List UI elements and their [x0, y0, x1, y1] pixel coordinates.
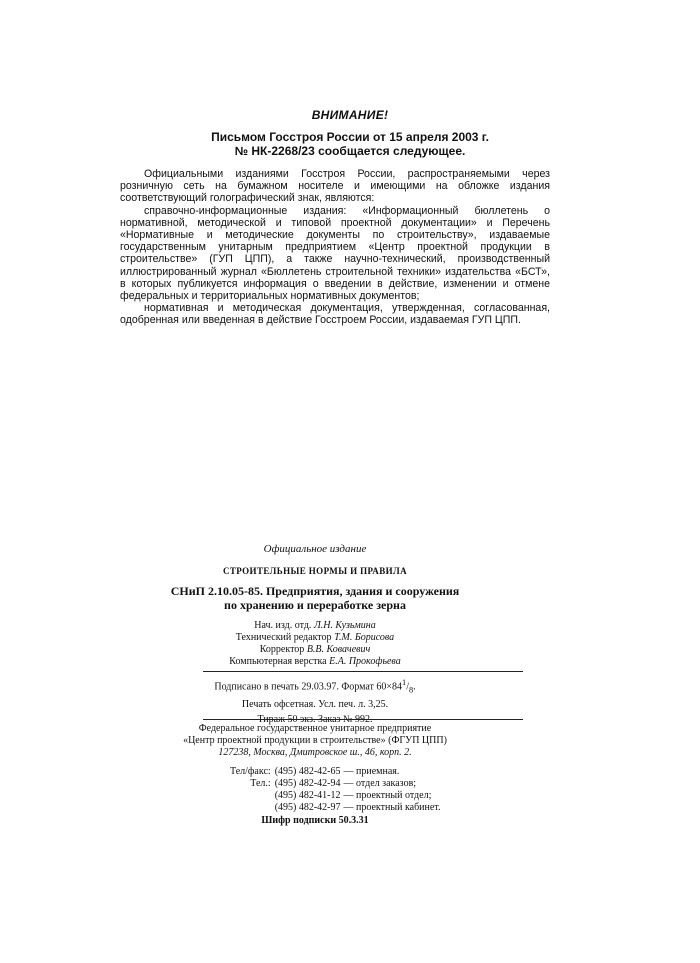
credit-name: Т.М. Борисова: [334, 632, 395, 643]
contact-label: Тел/факс:: [230, 766, 271, 777]
contact-phone: (495) 482-42-65: [274, 766, 341, 777]
contact-phone: (495) 482-41-12: [274, 790, 341, 801]
notice-paragraph: Официальными изданиями Госстроя России, распространяемыми через розничную сеть на бумажном носителе и имеющими на обложке издания соответствующий голографический знак, являются:: [120, 168, 550, 205]
format-denominator: 8: [408, 685, 414, 695]
notice-heading-line2: № НК-2268/23 сообщается следующее.: [234, 144, 466, 158]
notice-paragraph: справочно-информационные издания: «Информационный бюллетень о нормативной, методической и типовой проектной документации» и Перечень «Нормативные и методические документы по строительству», издаваемые государственным унитарным предприятием «Центр проектной продукции в строительстве» (ГУП ЦПП), а также научно-технический, производственный иллюстрированный журнал «Бюллетень строительной техники» издательства «БСТ», в которых публикуется информация о введении в действие, изменении и отмене федеральных и территориальных нормативных документов;: [120, 204, 550, 303]
signed-text: Подписано в печать 29.03.97. Формат 60×84: [214, 681, 403, 693]
contact-row: [230, 790, 443, 802]
divider-rule: [203, 719, 523, 720]
publisher-address: 127238, Москва, Дмитровское ш., 46, корп. 2.: [218, 747, 412, 758]
credit-name: В.В. Ковачевич: [306, 644, 371, 655]
credits: [0, 620, 630, 668]
contact-row: [230, 802, 443, 814]
credit-name: Е.А. Прокофьева: [329, 656, 401, 667]
notice-title: ВНИМАНИЕ!: [311, 108, 389, 122]
publisher-line1: Федеральное государственное унитарное предприятие: [198, 723, 432, 734]
divider-rule: [203, 671, 523, 672]
notice-heading: [0, 130, 700, 158]
contact-phone: (495) 482-42-97: [274, 802, 341, 813]
format-numerator: 1: [402, 678, 407, 687]
contact-label: [230, 790, 275, 802]
credit-line: [0, 632, 630, 644]
contact-desc: — приемная.: [343, 766, 400, 777]
contacts-table: [230, 766, 443, 814]
signed-line: Подписано в печать 29.03.97. Формат $60\times 84^1/_8$.: [214, 678, 416, 695]
run-line: Тираж 50 экз. Заказ № 992.: [257, 714, 373, 726]
credit-line: [0, 644, 630, 656]
contact-desc: — отдел заказов;: [343, 778, 417, 789]
contact-desc: — проектный кабинет.: [343, 802, 441, 813]
publisher-line2: «Центр проектной продукции в строительстве» (ФГУП ЦПП): [183, 735, 447, 746]
contact-label: Тел.:: [250, 778, 271, 789]
credit-line: [0, 620, 630, 632]
signed-suffix: .: [413, 681, 416, 693]
credit-role: Компьютерная верстка: [229, 656, 327, 667]
contact-row: [230, 766, 443, 778]
credit-name: Л.Н. Кузьмина: [313, 620, 376, 631]
official-edition-label: Официальное издание: [263, 543, 367, 555]
credit-role: Технический редактор: [235, 632, 332, 643]
notice-heading-line1: Письмом Госстроя России от 15 апреля 2003 г.: [211, 130, 489, 144]
series-title: СТРОИТЕЛЬНЫЕ НОРМЫ И ПРАВИЛА: [223, 566, 407, 576]
document-title: [0, 584, 630, 612]
contact-row: [230, 778, 443, 790]
credit-role: Корректор: [259, 644, 305, 655]
credit-role: Нач. изд. отд.: [254, 620, 312, 631]
notice-paragraph: нормативная и методическая документация, утвержденная, согласованная, одобренная или введенная в действие Госстроем России, издаваемая ГУП ЦПП.: [120, 302, 550, 327]
publisher-info: [0, 723, 630, 759]
document-title-line2: по хранению и переработке зерна: [224, 598, 406, 612]
subscription-cipher: Шифр подписки 50.3.31: [261, 815, 369, 826]
contact-label: [230, 802, 275, 814]
contact-desc: — проектный отдел;: [343, 790, 432, 801]
notice-body: [120, 168, 550, 327]
document-title-line1: СНиП 2.10.05-85. Предприятия, здания и сооружения: [170, 584, 460, 598]
contact-phone: (495) 482-42-94: [274, 778, 341, 789]
credit-line: [0, 656, 630, 668]
print-line: Печать офсетная. Усл. печ. л. 3,25.: [241, 699, 389, 711]
